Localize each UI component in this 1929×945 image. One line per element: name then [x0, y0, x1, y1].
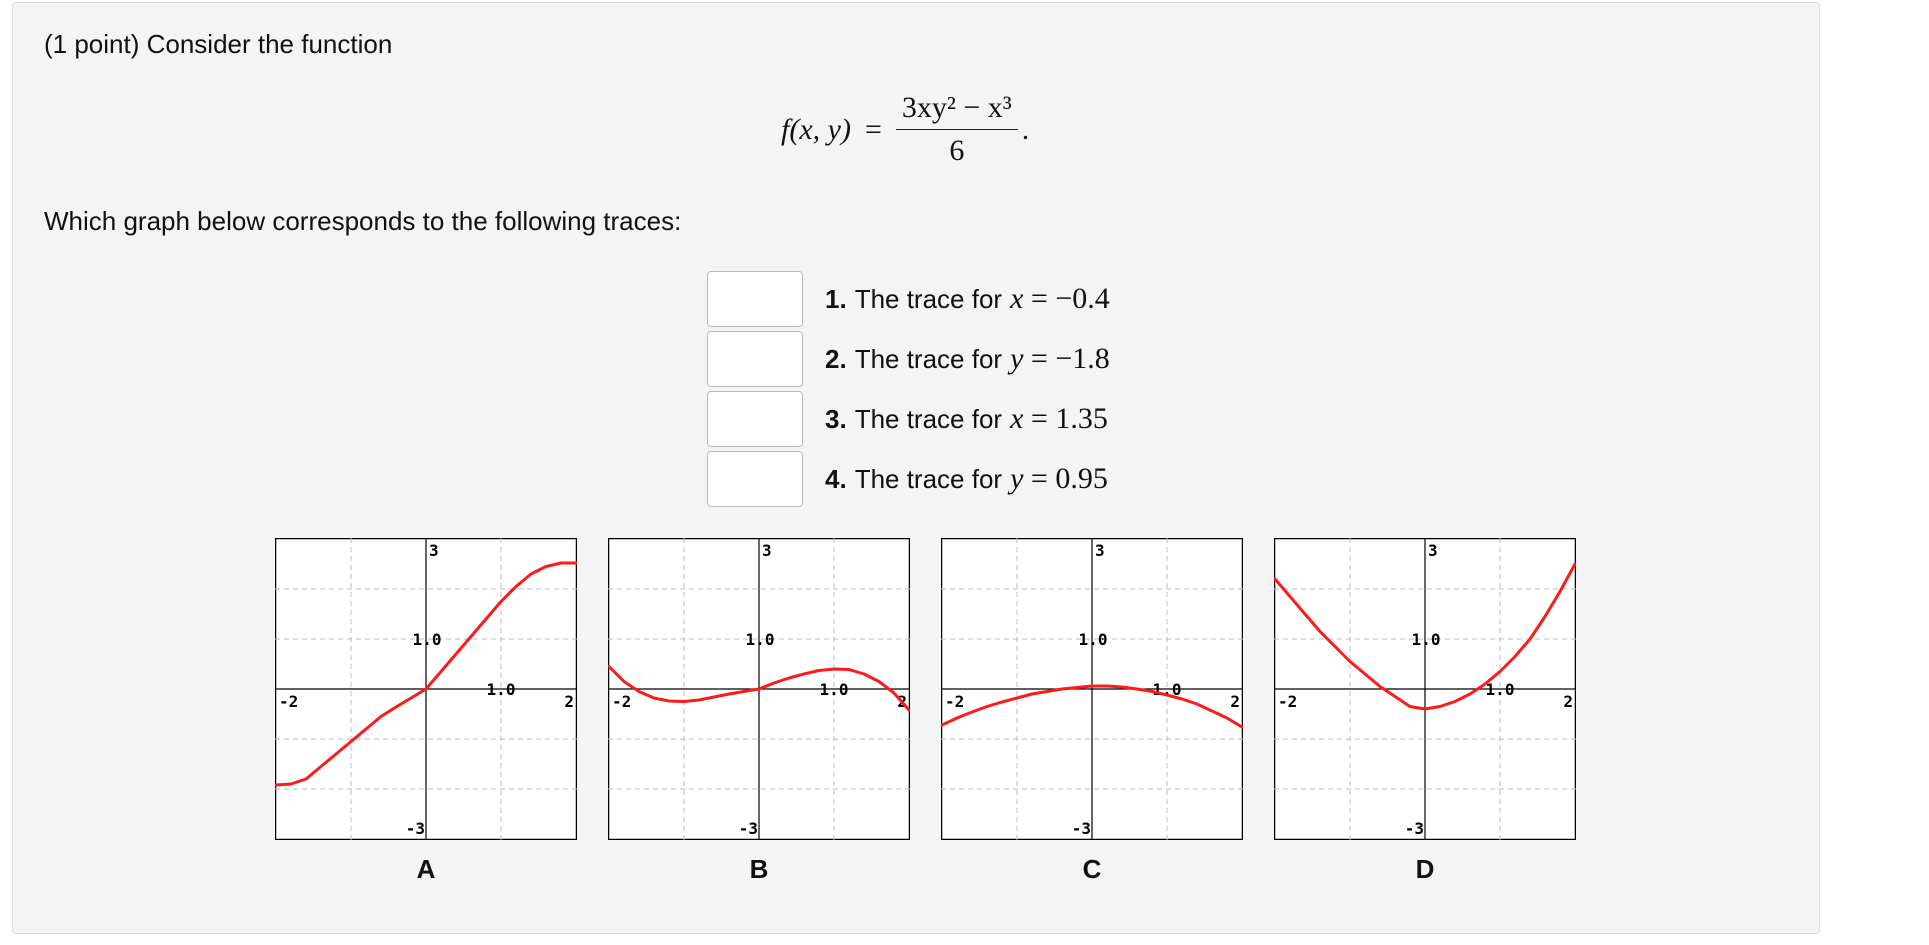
- tick-label-y-mid: 1.0: [1411, 630, 1441, 649]
- tick-label-y-top: 3: [1095, 541, 1105, 560]
- tick-label-x-right: 2: [1230, 692, 1240, 711]
- graph-c: [941, 538, 1243, 840]
- tick-label-y-bottom: -3: [1071, 819, 1091, 838]
- formula-period: .: [1021, 112, 1030, 146]
- graph-letter-a: A: [416, 854, 436, 884]
- trace-math: [1010, 342, 1110, 376]
- tick-label-x-right: 2: [897, 692, 907, 711]
- trace-math: [1010, 282, 1110, 316]
- tick-label-y-top: 3: [1428, 541, 1438, 560]
- trace-number: 2.: [825, 344, 847, 374]
- graph-card-b: [608, 538, 910, 885]
- formula-numerator: 3xy² − x³: [896, 91, 1018, 130]
- tick-label-y-top: 3: [429, 541, 439, 560]
- tick-label-x-right: 2: [1563, 692, 1573, 711]
- trace-variable: x: [1010, 402, 1024, 435]
- trace-label-4: [825, 462, 1108, 496]
- trace-number: 1.: [825, 284, 847, 314]
- tick-label-x-right: 2: [564, 692, 574, 711]
- trace-row-3: [707, 389, 1110, 449]
- trace-math: [1010, 462, 1108, 496]
- tick-label-x-mid: 1.0: [1485, 680, 1515, 699]
- trace-variable: y: [1010, 462, 1024, 495]
- tick-label-y-top: 3: [762, 541, 772, 560]
- tick-label-x-left: -2: [1278, 692, 1298, 711]
- graph-card-a: [275, 538, 577, 885]
- answer-input-2[interactable]: [707, 331, 803, 387]
- trace-label-3: [825, 402, 1108, 436]
- tick-label-y-mid: 1.0: [412, 630, 442, 649]
- problem-intro: (1 point) Consider the function: [44, 29, 393, 59]
- tick-label-y-mid: 1.0: [745, 630, 775, 649]
- formula-fraction: [896, 91, 1018, 168]
- answer-input-4[interactable]: [707, 451, 803, 507]
- question-text: Which graph below corresponds to the following traces:: [44, 206, 682, 236]
- tick-label-y-bottom: -3: [738, 819, 758, 838]
- trace-row-1: [707, 269, 1110, 329]
- trace-row-4: [707, 449, 1110, 509]
- graph-d: [1274, 538, 1576, 840]
- trace-value: = 1.35: [1030, 402, 1108, 435]
- tick-label-y-mid: 1.0: [1078, 630, 1108, 649]
- trace-list: [707, 269, 1110, 509]
- tick-label-x-left: -2: [612, 692, 632, 711]
- tick-label-x-mid: 1.0: [486, 680, 516, 699]
- trace-value: = 0.95: [1030, 462, 1108, 495]
- graph-b: [608, 538, 910, 840]
- trace-number: 4.: [825, 464, 847, 494]
- graph-letter-c: C: [1082, 854, 1102, 884]
- formula-lhs: f(x, y): [781, 112, 851, 146]
- tick-label-x-left: -2: [279, 692, 299, 711]
- trace-variable: x: [1010, 282, 1024, 315]
- trace-label-1: [825, 282, 1110, 316]
- trace-label-2: [825, 342, 1110, 376]
- function-formula: [781, 91, 1029, 168]
- trace-text: The trace for: [854, 284, 1003, 314]
- trace-math: [1010, 402, 1108, 436]
- problem-panel: [12, 2, 1820, 934]
- graph-letter-d: D: [1415, 854, 1435, 884]
- graph-card-d: [1274, 538, 1576, 885]
- trace-text: The trace for: [854, 404, 1003, 434]
- trace-row-2: [707, 329, 1110, 389]
- tick-label-y-bottom: -3: [1404, 819, 1424, 838]
- tick-label-x-mid: 1.0: [819, 680, 849, 699]
- graph-card-c: [941, 538, 1243, 885]
- answer-input-3[interactable]: [707, 391, 803, 447]
- trace-value: = −1.8: [1030, 342, 1110, 375]
- formula-equals: =: [864, 112, 882, 146]
- tick-label-x-mid: 1.0: [1152, 680, 1182, 699]
- trace-value: = −0.4: [1030, 282, 1110, 315]
- formula-denominator: 6: [949, 134, 965, 167]
- trace-variable: y: [1010, 342, 1024, 375]
- answer-input-1[interactable]: [707, 271, 803, 327]
- tick-label-x-left: -2: [945, 692, 965, 711]
- graph-a: [275, 538, 577, 840]
- trace-number: 3.: [825, 404, 847, 434]
- graph-letter-b: B: [749, 854, 769, 884]
- tick-label-y-bottom: -3: [405, 819, 425, 838]
- trace-text: The trace for: [854, 464, 1003, 494]
- trace-text: The trace for: [854, 344, 1003, 374]
